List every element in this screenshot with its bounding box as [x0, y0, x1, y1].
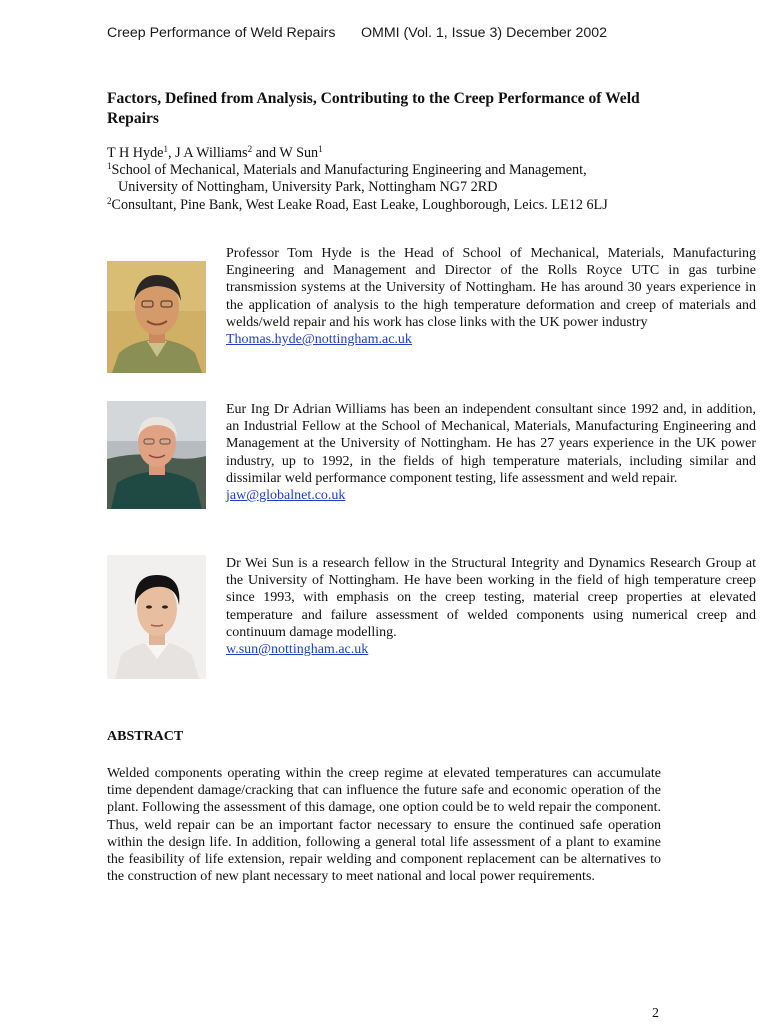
email-link-williams[interactable]: jaw@globalnet.co.uk: [226, 488, 346, 504]
bio-text-hyde: [226, 245, 756, 348]
email-link-hyde[interactable]: Thomas.hyde@nottingham.ac.uk: [226, 332, 412, 348]
affiliation-superscript: 2: [247, 144, 253, 154]
author-sun: and W Sun: [252, 145, 319, 161]
running-header-right: OMMI (Vol. 1, Issue 3) December 2002: [361, 25, 608, 41]
bio-text-williams: [226, 401, 756, 504]
author-names: [107, 145, 667, 162]
bio-paragraph: Professor Tom Hyde is the Head of School of Mechanical, Materials, Manufacturing Engineering and Management and Director of the Rolls Royce UTC in gas turbine transmission systems at the University of Nottingham. He has around 30 years experience in the application of analysis to the high temperature deformation and creep of materials and welds/weld repair and his work has close links with the UK power industry: [226, 246, 756, 330]
author-block: [107, 145, 667, 214]
affiliation-mark: 1: [107, 161, 112, 172]
author-williams: , J A Williams: [167, 145, 248, 161]
affiliation-1-line-1: School of Mechanical, Materials and Manufacturing Engineering and Management,: [111, 162, 587, 179]
affiliation-superscript: 1: [163, 144, 168, 154]
affiliation-superscript: 1: [318, 144, 323, 154]
abstract-heading: ABSTRACT: [107, 729, 184, 744]
affiliation-2-text: Consultant, Pine Bank, West Leake Road, East Leake, Loughborough, Leics. LE12 6LJ: [111, 196, 608, 213]
page-number: 2: [652, 1006, 659, 1021]
running-header: [107, 25, 608, 41]
bio-paragraph: Dr Wei Sun is a research fellow in the Structural Integrity and Dynamics Research Group at the University of Nottingham. He have been working in the field of high temperature creep since 1993, with emphasis on the creep testing, material creep properties at elevated temperature and failure assessment of welded components using numerical creep and continuum damage modelling.: [226, 556, 756, 640]
affiliation-mark: 2: [107, 195, 112, 206]
bio-text-sun: [226, 555, 756, 658]
author-hyde: T H Hyde: [107, 145, 164, 161]
affiliation-1-line-2: University of Nottingham, University Park, Nottingham NG7 2RD: [118, 179, 498, 196]
author-photo-sun: [107, 555, 206, 679]
affiliation-2: [107, 197, 667, 214]
author-photo-williams: [107, 401, 206, 509]
running-header-left: Creep Performance of Weld Repairs: [107, 25, 336, 41]
paper-title: Factors, Defined from Analysis, Contributing to the Creep Performance of Weld Repairs: [107, 90, 640, 127]
abstract-body: Welded components operating within the creep regime at elevated temperatures can accumulate time dependent damage/cracking that can influence the future safe and economic operation of the plant. Following the assessment of this damage, one option could be to weld repair the component. Thus, weld repair can be an important factor necessary to ensure the continued safe operation within the design life. In addition, following a general total life assessment of a plant to examine the feasibility of life extension, repair welding and component replacement can be alternatives to the construction of new plant necessary to meet national and local power requirements.: [107, 766, 661, 885]
email-link-sun[interactable]: w.sun@nottingham.ac.uk: [226, 642, 369, 658]
affiliation-1: [107, 162, 667, 179]
bio-paragraph: Eur Ing Dr Adrian Williams has been an independent consultant since 1992 and, in addition, an Industrial Fellow at the School of Mechanical, Materials, Manufacturing Engineering and Management at the University of Nottingham. He has 27 years experience in the UK power industry, up to 1992, in the fields of high temperature materials, including similar and dissimilar weld performance component testing, life assessment and weld repair.: [226, 402, 756, 486]
author-photo-hyde: [107, 261, 206, 373]
